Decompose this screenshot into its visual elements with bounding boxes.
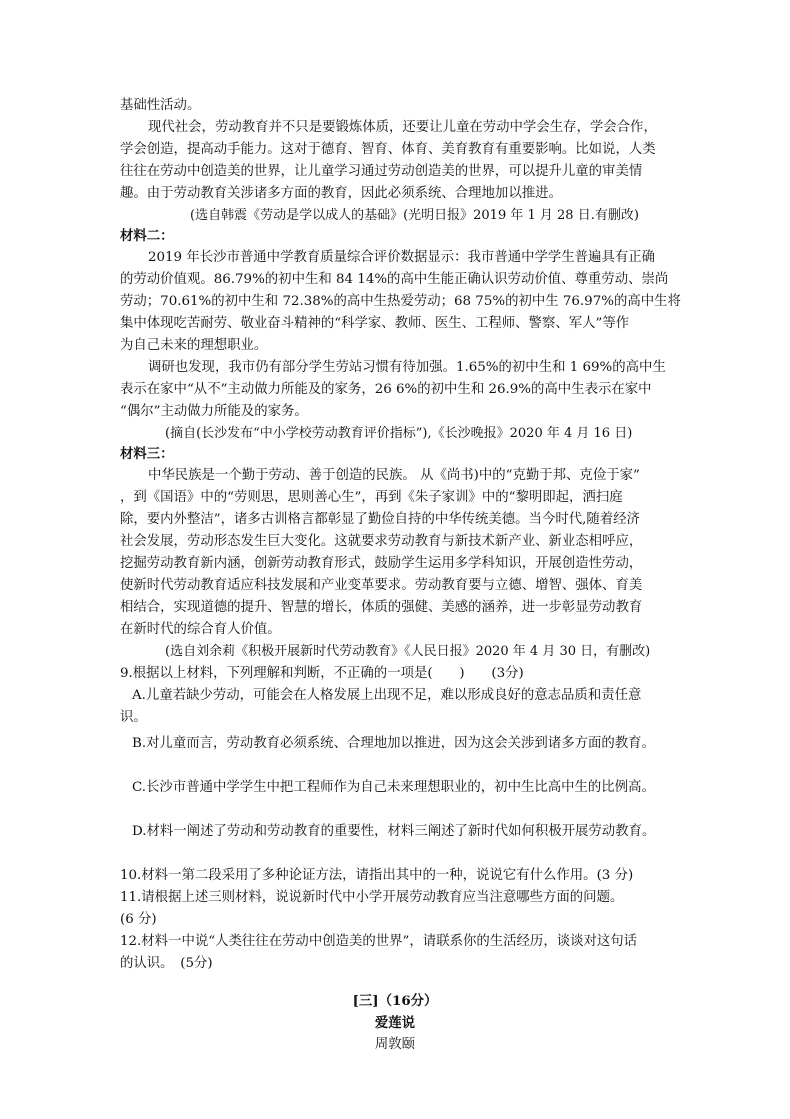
q10: 10.材料一第二段采用了多种论证方法，请指出其中的一种，说说它有什么作用。(3 分) (120, 868, 634, 883)
material3-title: 材料三： (120, 446, 174, 462)
material2-p1-line-2: 的劳动价值观。86.79%的初中生和 84 14%的高中生能正确认识劳动价值、尊重劳动、崇尚 (120, 272, 669, 287)
material1-line-4: 趣。由于劳动教育关涉诸多方面的教育，因此必须系统、合理地加以推进。 (120, 186, 562, 201)
poem-author: 周敦颐 (374, 1037, 416, 1052)
material1-line-2: 学会创造，提高动手能力。这对于德育、智育、体育、美育教育有重要影响。比如说，人类 (120, 142, 656, 157)
q11-line-1: 11.请根据上述三则材料，说说新时代中小学开展劳动教育应当注意哪些方面的问题。 (120, 890, 624, 905)
material3-line-1: 中华民族是一个勤于劳动、善于创造的民族。 从《尚书)中的“克勤于邦、克俭于家” (148, 468, 640, 483)
material2-p2-line-3: “偶尔”主动做力所能及的家务。 (120, 404, 308, 419)
q9-option-c: C.长沙市普通中学学生中把工程师作为自己未来理想职业的，初中生比高中生的比例高。 (132, 780, 655, 795)
material3-line-6: 使新时代劳动教育适应科技发展和产业变革要求。劳动教育要与立德、增智、强体、育美 (120, 578, 643, 593)
q12-line-2: 的认识。 (5分) (120, 956, 213, 971)
q11-line-2: (6 分) (120, 912, 157, 927)
q9-option-a-line-1: A.儿童若缺少劳动，可能会在人格发展上出现不足，难以形成良好的意志品质和责任意 (132, 688, 642, 703)
intro-tail: 基础性活动。 (120, 98, 201, 113)
q9-option-d: D.材料一阐述了劳动和劳动教育的重要性，材料三阐述了新时代如何积极开展劳动教育。 (132, 824, 656, 839)
section3-heading: [三]（16分） (352, 993, 438, 1009)
material3-line-5: 挖掘劳动教育新内涵，创新劳动教育形式，鼓励学生运用多学科知识，开展创造性劳动， (120, 556, 643, 571)
material2-p2-line-1: 调研也发现，我市仍有部分学生劳站习惯有待加强。1.65%的初中生和 1 69%的高中生 (148, 360, 666, 375)
material3-source: (选自刘余莉《积极开展新时代劳动教育》《人民日报》2020 年 4 月 30 日，有删改) (165, 644, 651, 659)
material3-line-2: ，到《国语》中的“劳则思，思则善心生”，再到《朱子家训》中的“黎明即起，洒扫庭 (120, 490, 623, 505)
material2-title: 材料二： (120, 228, 174, 244)
material2-source: (摘自(长沙发布“中小学校劳动教育评价指标”),《长沙晚报》2020 年 4 月 16 日) (165, 426, 633, 441)
material2-p1-line-5: 为自己未来的理想职业。 (120, 338, 268, 353)
material2-p1-line-4: 集中体现吃苦耐劳、敬业奋斗精神的“科学家、教师、医生、工程师、警察、军人”等作 (120, 316, 630, 331)
poem-title: 爱莲说 (374, 1015, 416, 1031)
material2-p2-line-2: 表示在家中“从不”主动做力所能及的家务，26 6%的初中生和 26.9%的高中生表示在家中 (120, 382, 652, 397)
q9-stem: 9.根据以上材料，下列理解和判断，不正确的一项是( ) (3分) (120, 666, 524, 681)
material1-source: (选自韩震《劳动是学以成人的基础》(光明日报》2019 年 1 月 28 日.有删改) (190, 208, 639, 223)
material2-p1-line-1: 2019 年长沙市普通中学教育质量综合评价数据显示：我市普通中学学生普遍具有正确 (148, 250, 656, 265)
material1-line-3: 往往在劳动中创造美的世界，让儿童学习通过劳动创造美的世界，可以提升儿童的审美情 (120, 164, 643, 179)
material3-line-3: 除，要内外整洁”，诸多古训格言都彰显了勤俭自持的中华传统美德。当今时代,随着经济 (120, 512, 640, 527)
q9-option-a-line-2: 识。 (120, 710, 147, 725)
q12-line-1: 12.材料一中说“人类往往在劳动中创造美的世界”，请联系你的生活经历，谈谈对这句话 (120, 934, 638, 949)
material3-line-4: 社会发展，劳动形态发生巨大变化。这就要求劳动教育与新技术新产业、新业态相呼应， (120, 534, 643, 549)
material3-line-7: 相结合，实现道德的提升、智慧的增长，体质的强健、美感的涵养，进一步彰显劳动教育 (120, 600, 643, 615)
material2-p1-line-3: 劳动；70.61%的初中生和 72.38%的高中生热爱劳动；68 75%的初中生 76.97%的高中生将 (120, 294, 681, 309)
q9-option-b: B.对儿童而言，劳动教育必须系统、合理地加以推进，因为这会关涉到诸多方面的教育。 (132, 736, 655, 751)
material1-line-1: 现代社会，劳动教育并不只是要锻炼体质，还要让儿童在劳动中学会生存，学会合作， (148, 120, 657, 135)
material3-line-8: 在新时代的综合育人价值。 (120, 622, 281, 637)
